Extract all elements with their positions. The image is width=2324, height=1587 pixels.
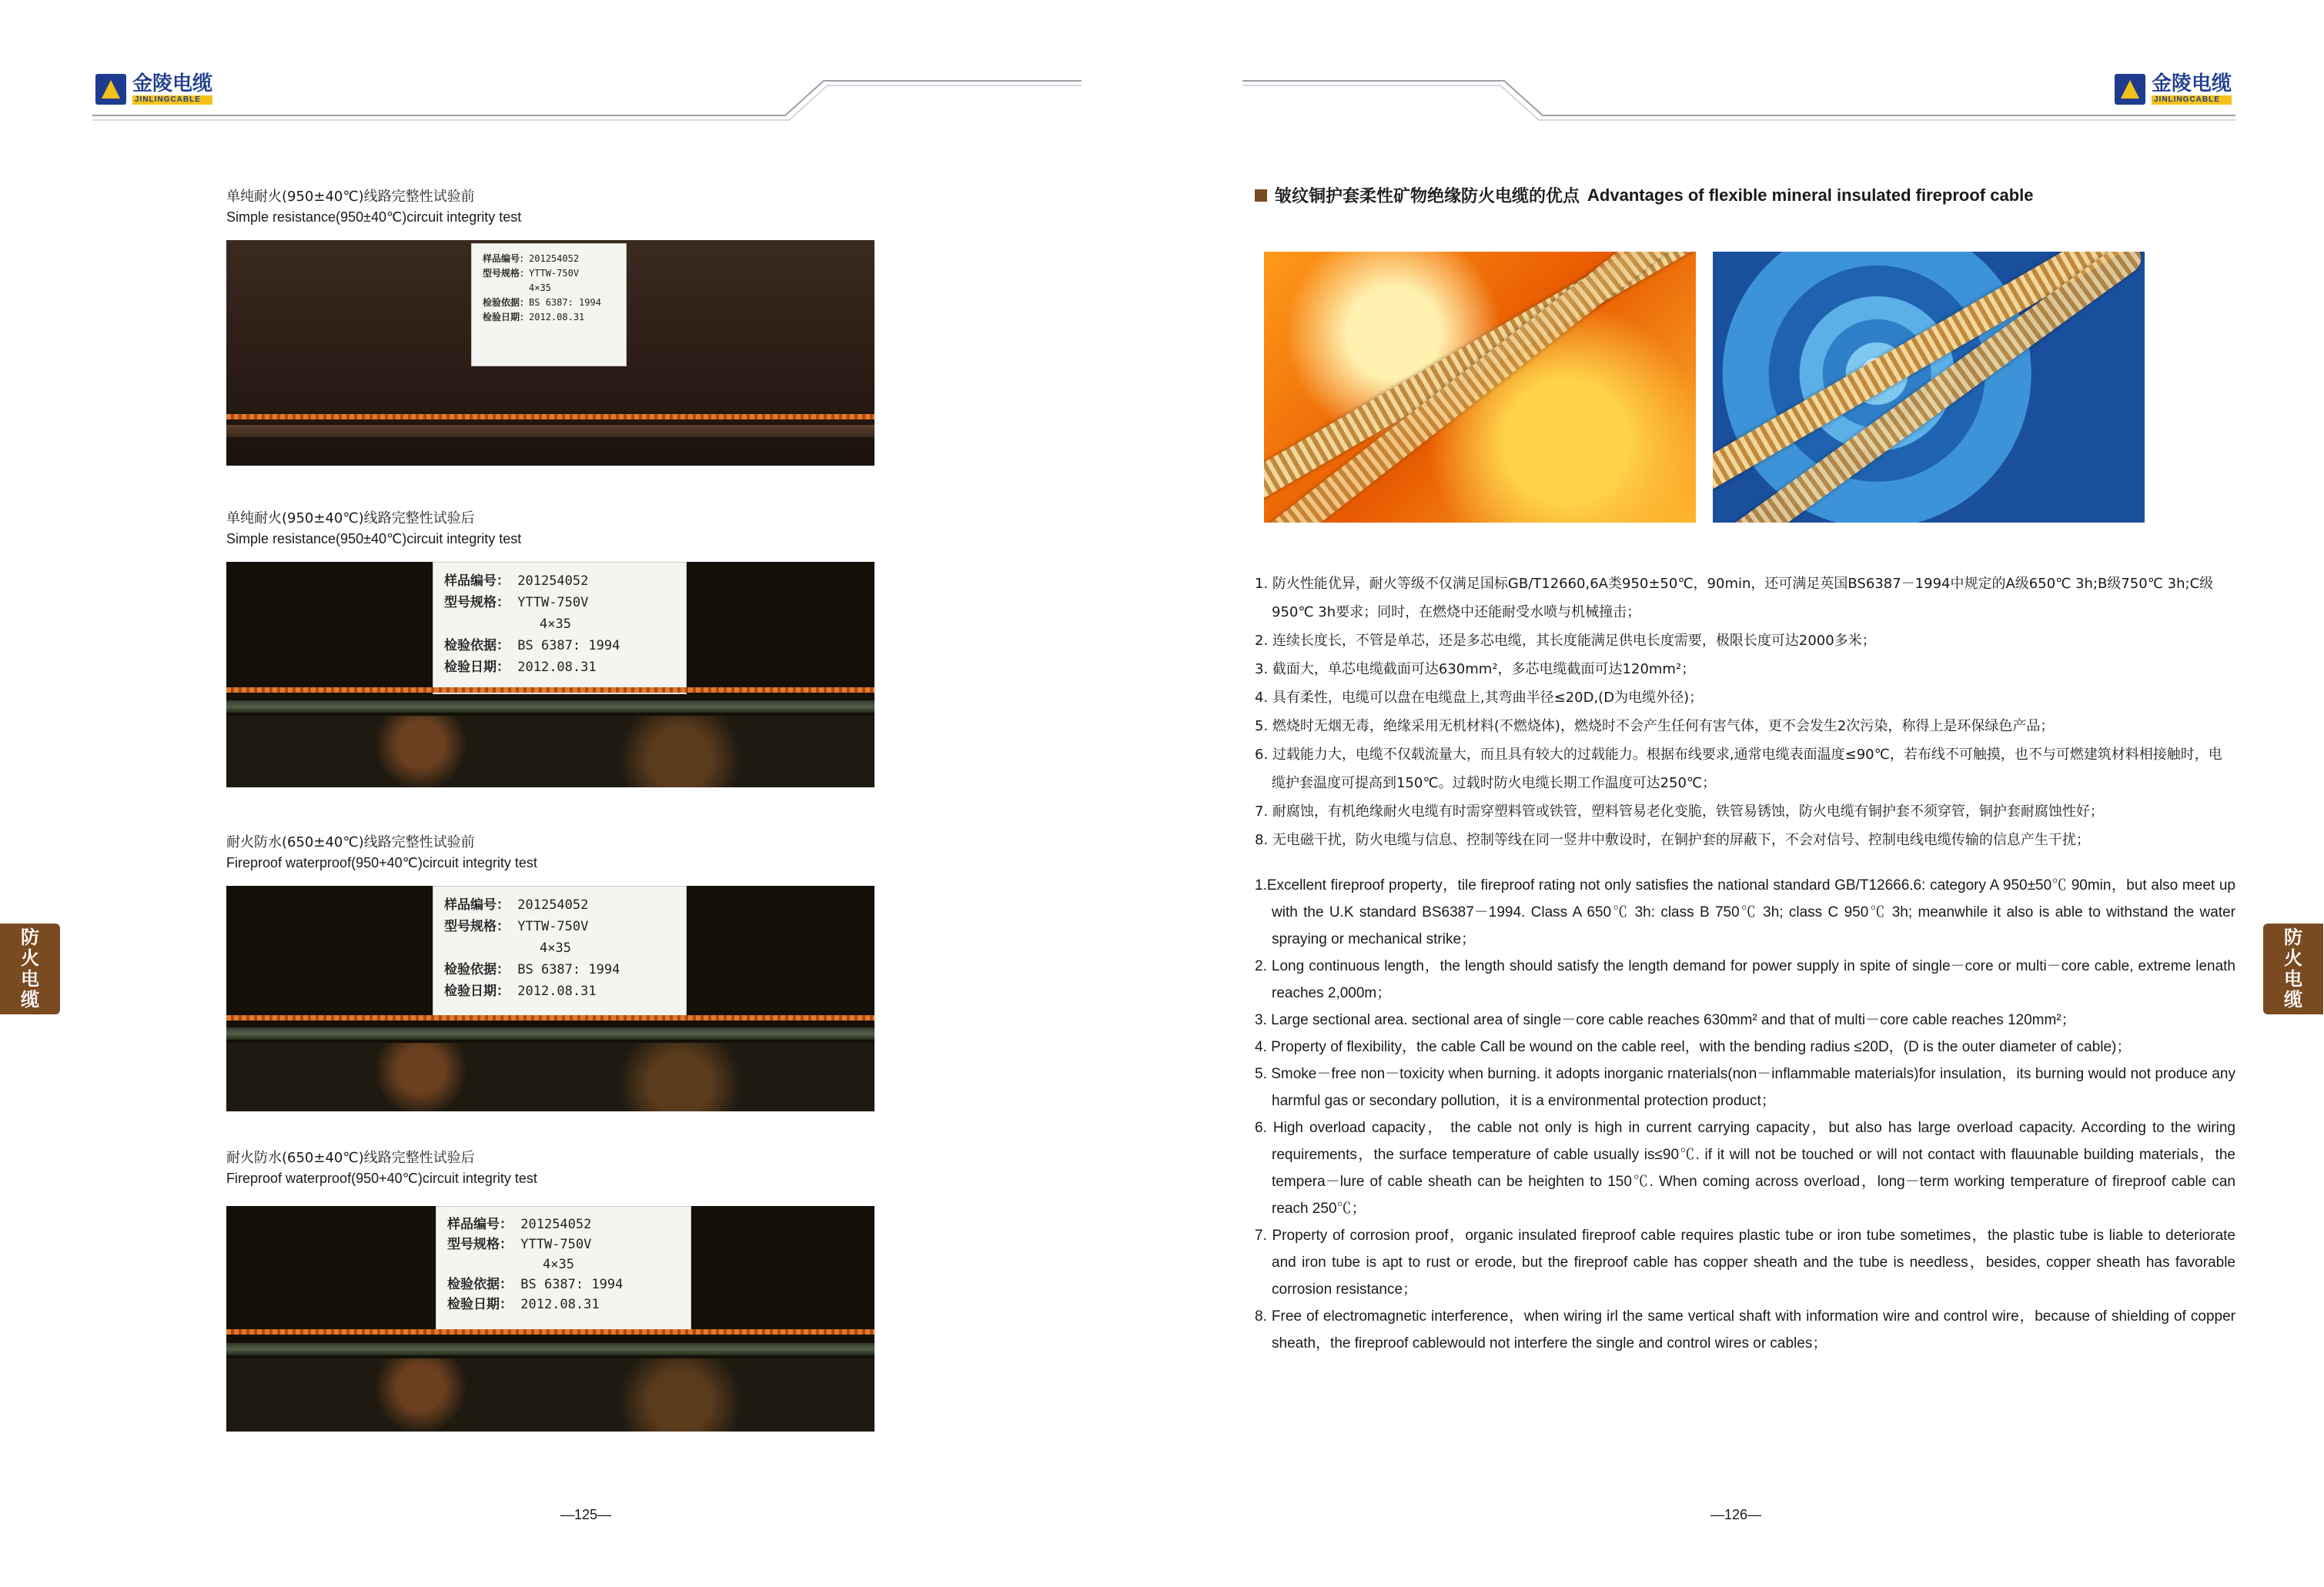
advantages-cn-list bbox=[1255, 570, 2232, 854]
list-item: 2. 连续长度长，不管是单芯，还是多芯电缆，其长度能满足供电长度需要，极限长度可达2000多米； bbox=[1255, 633, 1876, 649]
logo-name-cn: 金陵电缆 bbox=[2152, 72, 2232, 95]
list-item: 7. 耐腐蚀，有机绝缘耐火电缆有时需穿塑料管或铁管，塑料管易老化变脆，铁管易锈蚀，防火电缆有铜护套不须穿管，铜护套耐腐蚀性好； bbox=[1255, 804, 2104, 820]
cable-sample bbox=[226, 1329, 874, 1335]
test-label-board: 样品编号： 201254052 型号规格： YTTW-750V 4×35 检验依据： BS 6387: 1994 检验日期： 2012.08.31 bbox=[433, 886, 687, 1018]
list-item: 5. Smoke－free non－toxicity when burning. it adopts inorganic rnaterials(non－inflammable materials)for insulation，its burning would not produce any harmful gas or secondary pollution，it is a environmental protection product； bbox=[1255, 1066, 2235, 1109]
list-item: 6. High overload capacity， the cable not only is high in current carrying capacity，but also has large overload capacity. According to the wiring requirements，the surface temperature of cable usually is≤90℃. if it will not be touched or will not contact with flauunable building materials，the tempera－lure of cable sheath can be heighten to 150℃. When coming across overload，long－term working temperature of fireproof cable can reach 250℃； bbox=[1255, 1120, 2235, 1217]
test-photo bbox=[226, 240, 874, 466]
side-tab-fireproof-cable: 防 火 电 缆 bbox=[0, 924, 60, 1014]
side-tab-fireproof-cable: 防 火 电 缆 bbox=[2263, 924, 2323, 1014]
test-photo bbox=[226, 1206, 874, 1432]
section-title: 皱纹铜护套柔性矿物绝缘防火电缆的优点 Advantages of flexible mineral insulated fireproof cable bbox=[1255, 183, 2034, 207]
list-item: 4. Property of flexibility，the cable Call be wound on the cable reel，with the bending radius ≤20D，(D is the outer diameter of cable)； bbox=[1255, 1039, 2132, 1055]
list-item: 4. 具有柔性，电缆可以盘在电缆盘上,其弯曲半径≤20D,(D为电缆外径)； bbox=[1255, 690, 1704, 706]
test-caption: 耐火防水(650±40℃)线路完整性试验前 Fireproof waterproof(950+40℃)circuit integrity test bbox=[226, 834, 537, 870]
test-photo bbox=[226, 886, 874, 1111]
list-item: 8. Free of electromagnetic interference，when wiring irl the same vertical shaft with information wire and control wire，because of shielding of copper sheath，the fireproof cablewould not interfere the single and control wires or cables； bbox=[1255, 1308, 2235, 1351]
list-item: 6. 过载能力大，电缆不仅载流量大，而且具有较大的过载能力。根据布线要求,通常电缆表面温度≤90℃，若布线不可触摸，也不与可燃建筑材料相接触时，电缆护套温度可提高到150℃。过载时防火电缆长期工作温度可达250℃； bbox=[1255, 747, 2222, 791]
page-number: —126— bbox=[1710, 1507, 1762, 1522]
logo-name-en: JINLINGCABLE bbox=[2152, 95, 2232, 105]
test-caption: 单纯耐火(950±40℃)线路完整性试验后 Simple resistance(950±40℃)circuit integrity test bbox=[226, 510, 522, 546]
list-item: 1.Excellent fireproof property，tile fireproof rating not only satisfies the national standard GB/T12666.6: category A 950±50℃ 90min，but also meet up with the U.K standard BS6387－1994. Class A 650℃ 3h: class B 750℃ 3h; class C 950℃ 3h; meanwhile it also is able to withstand the water spraying or mechanical strike； bbox=[1255, 877, 2235, 947]
header-rule bbox=[1242, 77, 2235, 123]
test-caption: 单纯耐火(950±40℃)线路完整性试验前 Simple resistance(950±40℃)circuit integrity test bbox=[226, 189, 522, 225]
test-photo bbox=[226, 562, 874, 787]
list-item: 2. Long continuous length，the length should satisfy the length demand for power supply in spite of single－core or multi－core cable, extreme lenath reaches 2,000m； bbox=[1255, 958, 2235, 1001]
logo-mark-icon bbox=[95, 74, 126, 105]
cable-in-water-photo bbox=[1713, 252, 2145, 523]
logo-name-en: JINLINGCABLE bbox=[132, 95, 212, 105]
list-item: 3. 截面大，单芯电缆截面可达630mm²，多芯电缆截面可达120mm²； bbox=[1255, 661, 1696, 677]
section-bullet-icon bbox=[1255, 189, 1267, 202]
list-item: 1. 防火性能优异，耐火等级不仅满足国标GB/T12660,6A类950±50℃，90min，还可满足英国BS6387－1994中规定的A级650℃ 3h;B级750℃ 3h;C级950℃ 3h要求；同时，在燃烧中还能耐受水喷与机械撞击； bbox=[1255, 576, 2214, 620]
page-number: —125— bbox=[560, 1507, 612, 1522]
cable-sample bbox=[226, 1015, 874, 1021]
list-item: 5. 燃烧时无烟无毒，绝缘采用无机材料(不燃烧体)，燃烧时不会产生任何有害气体，更不会发生2次污染，称得上是环保绿色产品； bbox=[1255, 718, 2055, 734]
test-label-board: 样品编号：201254052 型号规格：YTTW-750V 4×35 检验依据：BS 6387: 1994 检验日期：2012.08.31 bbox=[471, 243, 627, 366]
header-rule bbox=[92, 77, 1082, 123]
logo-mark-icon bbox=[2115, 74, 2145, 105]
cable-sample bbox=[226, 687, 874, 693]
advantages-en-list bbox=[1255, 872, 2235, 1357]
logo-name-cn: 金陵电缆 bbox=[132, 72, 213, 95]
cable-sample bbox=[226, 414, 874, 419]
test-label-board: 样品编号： 201254052 型号规格： YTTW-750V 4×35 检验依据： BS 6387: 1994 检验日期： 2012.08.31 bbox=[433, 562, 687, 694]
company-logo bbox=[95, 74, 212, 105]
list-item: 3. Large sectional area. sectional area of single－core cable reaches 630mm² and that of multi－core cable reaches 120mm²； bbox=[1255, 1012, 2076, 1028]
right-page bbox=[1162, 0, 2323, 1587]
list-item: 8. 无电磁干扰，防火电缆与信息、控制等线在同一竖井中敷设时，在铜护套的屏蔽下，不会对信号、控制电线电缆传输的信息产生干扰； bbox=[1255, 832, 2090, 848]
test-label-board: 样品编号： 201254052 型号规格： YTTW-750V 4×35 检验依据： BS 6387: 1994 检验日期： 2012.08.31 bbox=[436, 1206, 691, 1332]
cable-in-fire-photo bbox=[1264, 252, 1696, 523]
list-item: 7. Property of corrosion proof，organic insulated fireproof cable requires plastic tube or iron tube sometimes，the plastic tube is liable to deteriorate and iron tube is apt to rust or erode, but the fireproof cable has copper sheath and the tube is needless，besides, copper sheath has favorable corrosion resistance； bbox=[1255, 1228, 2235, 1298]
company-logo bbox=[2115, 74, 2232, 105]
test-caption: 耐火防水(650±40℃)线路完整性试验后 Fireproof waterproof(950+40℃)circuit integrity test bbox=[226, 1150, 537, 1186]
